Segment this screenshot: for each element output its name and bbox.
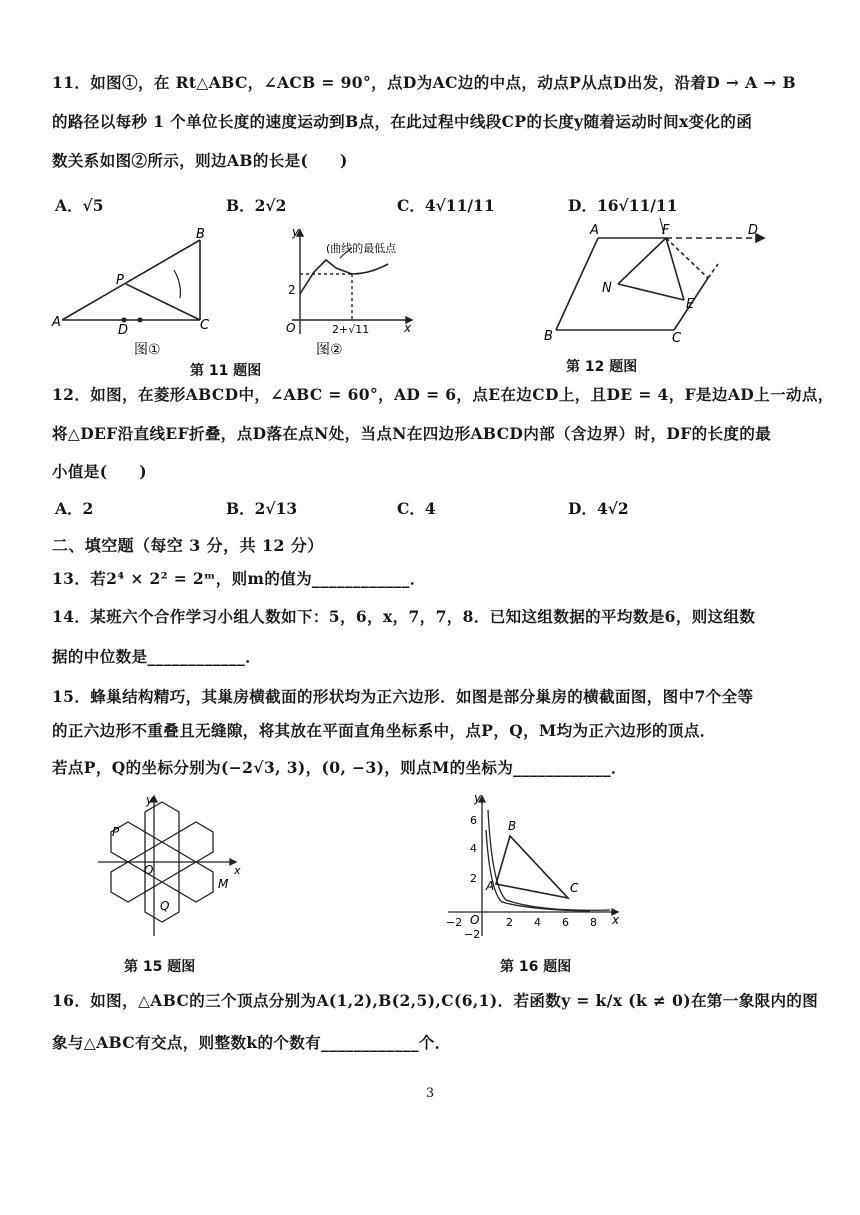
page-number: 3 xyxy=(425,1086,435,1101)
label-q: Q xyxy=(160,899,170,913)
label-n: N xyxy=(602,281,612,296)
label-a: A xyxy=(486,879,495,893)
q15-line-1: 15．蜂巢结构精巧，其巢房横截面的形状均为正六边形．如图是部分巢房的横截面图，图中7个全等 xyxy=(52,687,754,706)
point-d-dot-2 xyxy=(138,318,143,323)
point-d-dot xyxy=(122,318,127,323)
q11-figure-caption: 第 11 题图 xyxy=(190,363,262,379)
hexagon-top xyxy=(145,802,179,842)
side-ab xyxy=(62,240,200,320)
tick-x-2: 2 xyxy=(506,916,513,929)
segment-fn xyxy=(618,238,666,284)
q11-line-1: 11．如图①，在 Rt△ABC，∠ACB = 90°，点D为AC边的中点，动点P从点D出发，沿着D → A → B xyxy=(52,73,797,92)
q11-option-d: D．16√11/11 xyxy=(568,196,678,215)
q15-line-3: 若点P，Q的坐标分别为(−2√3, 3)，(0, −3)，则点M的坐标为____________． xyxy=(52,758,627,777)
q16-figure xyxy=(440,790,630,946)
side-ab xyxy=(556,238,598,330)
q14-line-1: 14．某班六个合作学习小组人数如下：5，6，x，7，7，8．已知这组数据的平均数是6，则这组数 xyxy=(52,607,756,626)
q12-line-3: 小值是( ) xyxy=(52,462,147,481)
q15-line-2: 的正六边形不重叠且无缝隙，将其放在平面直角坐标系中，点P，Q，M均为正六边形的顶点． xyxy=(52,721,716,740)
function-curve xyxy=(300,260,388,294)
tick-x-neg2: −2 xyxy=(446,916,463,929)
q12-option-c: C．4 xyxy=(397,499,436,518)
hyperbola-outer xyxy=(488,810,610,910)
hyperbola-inner xyxy=(486,830,590,911)
label-f: F xyxy=(662,223,670,238)
label-lowest-point-note: (曲线的最低点 xyxy=(326,242,397,255)
label-c: C xyxy=(672,331,682,346)
label-a: A xyxy=(52,315,61,330)
label-x: x xyxy=(612,913,620,927)
q12-line-2: 将△DEF沿直线EF折叠，点D落在点N处，当点N在四边形ABCD内部（含边界）时，DF的长度的最 xyxy=(52,424,772,443)
q15-figure xyxy=(90,790,250,942)
label-b: B xyxy=(544,329,553,344)
hexagon-upper-right xyxy=(179,822,213,862)
q11-option-b: B．2√2 xyxy=(226,196,287,215)
tick-y-2: 2 xyxy=(470,872,477,885)
q16-line-1: 16．如图，△ABC的三个顶点分别为A(1,2),B(2,5),C(6,1)．若函数y = k/x (k ≠ 0)在第一象限内的图 xyxy=(52,991,819,1010)
label-y: y xyxy=(474,791,482,805)
tick-y-4: 4 xyxy=(470,842,477,855)
fig2-caption: 图② xyxy=(316,342,343,358)
label-d: D xyxy=(118,323,129,338)
segment-ne xyxy=(618,284,684,300)
honeycomb xyxy=(98,796,236,936)
label-m: M xyxy=(218,877,229,891)
tick-x-4: 4 xyxy=(534,916,541,929)
label-b: B xyxy=(508,819,517,833)
tick-x-6: 6 xyxy=(562,916,569,929)
label-x: x xyxy=(404,321,412,335)
q12-line-1: 12．如图，在菱形ABCD中，∠ABC = 60°，AD = 6，点E在边CD上，且DE = 4，F是边AD上一动点， xyxy=(52,385,834,404)
fig1-caption: 图① xyxy=(134,342,161,358)
label-x-mark: 2+√11 xyxy=(332,323,370,336)
label-two: 2 xyxy=(288,283,296,297)
tick-y-6: 6 xyxy=(470,814,477,827)
q12-option-a: A．2 xyxy=(55,499,94,518)
q11-line-3: 数关系如图②所示，则边AB的长是( ) xyxy=(52,151,348,170)
q11-option-c: C．4√11/11 xyxy=(397,196,495,215)
q11-line-2: 的路径以每秒 1 个单位长度的速度运动到B点，在此过程中线段CP的长度y随着运动时间x变化的函 xyxy=(52,112,753,131)
label-x: x xyxy=(234,864,241,877)
label-y: y xyxy=(292,225,300,239)
label-d: D xyxy=(748,223,759,238)
segment-cp xyxy=(126,284,200,320)
triangle-abc xyxy=(496,836,568,898)
q11-figure-1 xyxy=(50,226,220,358)
label-o: O xyxy=(286,321,296,335)
hexagon-lower-left xyxy=(111,862,145,902)
pencil-mark xyxy=(174,270,180,298)
segment-fe xyxy=(666,238,684,300)
q12-option-d: D．4√2 xyxy=(568,499,629,518)
q15-figure-caption: 第 15 题图 xyxy=(124,959,196,975)
label-c: C xyxy=(200,318,210,333)
label-p: P xyxy=(116,273,124,288)
q16-line-2: 象与△ABC有交点，则整数k的个数有____________个． xyxy=(52,1033,451,1052)
label-c: C xyxy=(570,881,579,895)
label-o: O xyxy=(144,863,154,877)
label-y: y xyxy=(146,793,154,807)
label-p: P xyxy=(112,825,120,839)
tick-y-neg2: −2 xyxy=(464,928,481,941)
label-a: A xyxy=(590,223,599,238)
q12-figure xyxy=(540,212,780,348)
side-ed-dashed xyxy=(708,264,718,278)
label-b: B xyxy=(196,227,205,242)
q11-option-a: A．√5 xyxy=(55,196,104,215)
q12-option-b: B．2√13 xyxy=(226,499,298,518)
section-2-title: 二、填空题（每空 3 分，共 12 分） xyxy=(52,536,324,555)
q12-figure-caption: 第 12 题图 xyxy=(566,359,638,375)
q16-figure-caption: 第 16 题图 xyxy=(500,959,572,975)
q11-figure-2 xyxy=(280,222,420,358)
q13-text: 13．若2⁴ × 2² = 2ᵐ，则m的值为____________． xyxy=(52,569,426,588)
label-o: O xyxy=(470,913,480,927)
tick-x-8: 8 xyxy=(590,916,597,929)
label-e: E xyxy=(686,297,695,312)
q14-line-2: 据的中位数是____________． xyxy=(52,647,262,666)
hexagon-lower-right xyxy=(179,862,213,902)
